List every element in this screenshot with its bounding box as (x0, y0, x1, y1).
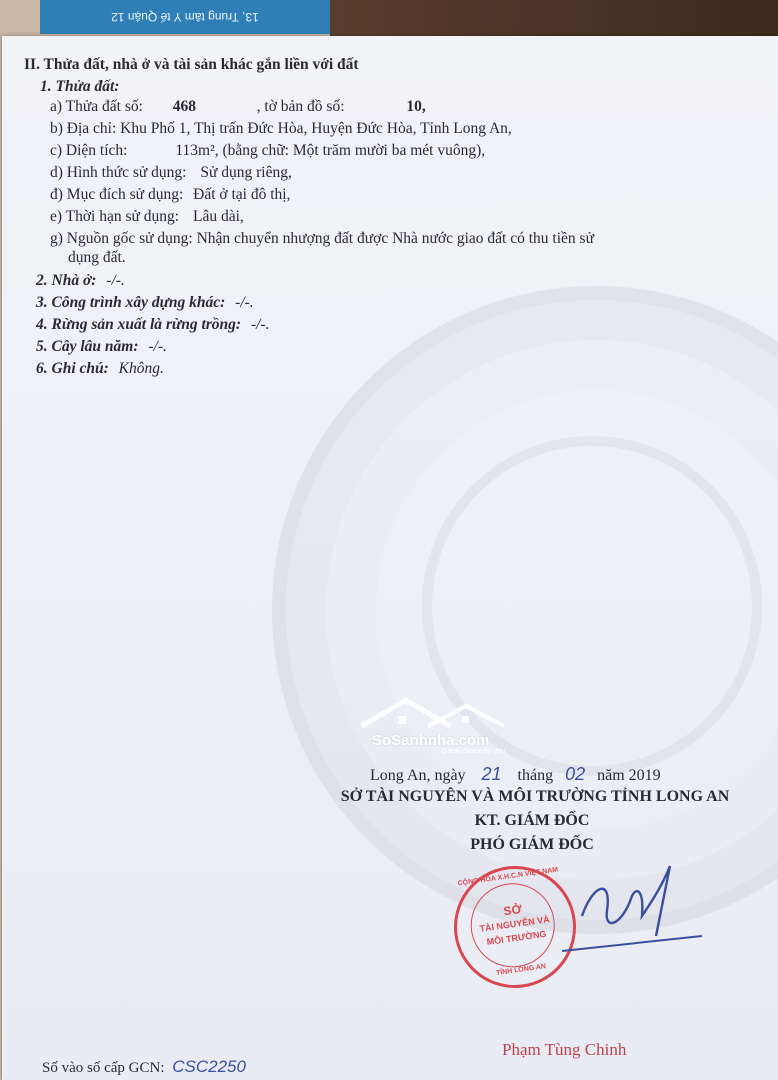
seal-ring-bottom: TỈNH LONG AN (495, 963, 547, 978)
map-sheet-label: , tờ bản đồ số: (256, 98, 345, 115)
area-row (50, 142, 485, 160)
sosanhnha-watermark (358, 696, 508, 766)
watermark-brand: SoSanhnha.com (372, 732, 490, 749)
gcn-registry (42, 1057, 246, 1077)
date-month: 02 (565, 764, 586, 784)
usage-form-value: Sử dụng riêng, (200, 164, 292, 181)
section-title: II. Thửa đất, nhà ở và tài sản khác gắn liền với đất (24, 56, 359, 73)
item-perennial-trees (36, 338, 167, 356)
signer-name: Phạm Tùng Chinh (502, 1040, 627, 1059)
item-notes-value: Không. (118, 360, 164, 377)
handwritten-signature (552, 856, 722, 966)
date-day: 21 (481, 764, 502, 784)
usage-purpose-row (50, 186, 290, 204)
address-row: b) Địa chỉ: Khu Phố 1, Thị trấn Đức Hòa, Huyện Đức Hòa, Tỉnh Long An, (50, 120, 512, 137)
watermark-tagline: Great choice for you (442, 748, 506, 755)
usage-term-value: Lâu dài, (192, 208, 244, 225)
usage-purpose-label: đ) Mục đích sử dụng: (50, 186, 184, 203)
parcel-label: a) Thửa đất số: (50, 98, 143, 115)
issue-date (370, 764, 661, 785)
item-perennial-trees-label: 5. Cây lâu năm: (36, 338, 139, 355)
item-other-construction (36, 294, 254, 312)
item-notes (36, 360, 164, 378)
sticker-text: 13, Trung tâm Y tế Quận 12 (111, 10, 259, 24)
item-planted-forest-label: 4. Rừng sản xuất là rừng trồng: (36, 316, 242, 333)
item-house-label: 2. Nhà ở: (36, 272, 97, 289)
area-value: 113m², (bằng chữ: Một trăm mười ba mét vuông), (175, 142, 486, 159)
origin-row-continued: dụng đất. (68, 249, 126, 266)
gcn-label: Số vào sổ cấp GCN: (42, 1060, 165, 1076)
item-perennial-trees-value: -/-. (148, 338, 167, 355)
item-other-construction-label: 3. Công trình xây dựng khác: (36, 294, 226, 311)
certificate-page (2, 36, 778, 1080)
map-sheet-number: 10, (406, 98, 426, 115)
signer-role-1: KT. GIÁM ĐỐC (474, 812, 590, 829)
date-year: năm 2019 (597, 767, 661, 784)
item-other-construction-value: -/-. (235, 294, 254, 311)
signer-role-2: PHÓ GIÁM ĐỐC (470, 836, 594, 853)
parcel-number: 468 (172, 98, 197, 115)
parcel-row (50, 98, 426, 116)
item-planted-forest-value: -/-. (250, 316, 270, 333)
item-house (36, 272, 125, 290)
area-label: c) Diện tích: (50, 142, 128, 159)
usage-form-label: d) Hình thức sử dụng: (50, 164, 187, 181)
certificate-content (2, 36, 778, 1080)
usage-term-row (50, 208, 244, 226)
item-planted-forest (36, 316, 269, 334)
sub-title-land: 1. Thửa đất: (40, 78, 120, 95)
item-notes-label: 6. Ghi chú: (36, 360, 109, 377)
usage-form-row (50, 164, 292, 182)
address-sticker (40, 0, 330, 34)
origin-row: g) Nguồn gốc sử dụng: Nhận chuyển nhượng đất được Nhà nước giao đất có thu tiền sử (50, 230, 594, 247)
date-prefix: Long An, ngày (370, 767, 466, 784)
usage-purpose-value: Đất ở tại đô thị, (193, 186, 291, 203)
issuing-authority: SỞ TÀI NGUYÊN VÀ MÔI TRƯỜNG TỈNH LONG AN (340, 788, 730, 805)
background-surface (330, 0, 778, 40)
usage-term-label: e) Thời hạn sử dụng: (50, 208, 180, 225)
seal-center-2: TÀI NGUYÊN VÀ (478, 914, 551, 934)
gcn-value: CSC2250 (172, 1057, 246, 1076)
date-month-label: tháng (517, 767, 554, 784)
seal-center-1: SỞ (502, 901, 523, 919)
seal-center-3: MÔI TRƯỜNG (486, 928, 547, 948)
house-logo-icon (358, 696, 508, 736)
item-house-value: -/-. (106, 272, 125, 289)
seal-ring-top: CỘNG HÒA X.H.C.N VIỆT NAM (457, 866, 559, 888)
